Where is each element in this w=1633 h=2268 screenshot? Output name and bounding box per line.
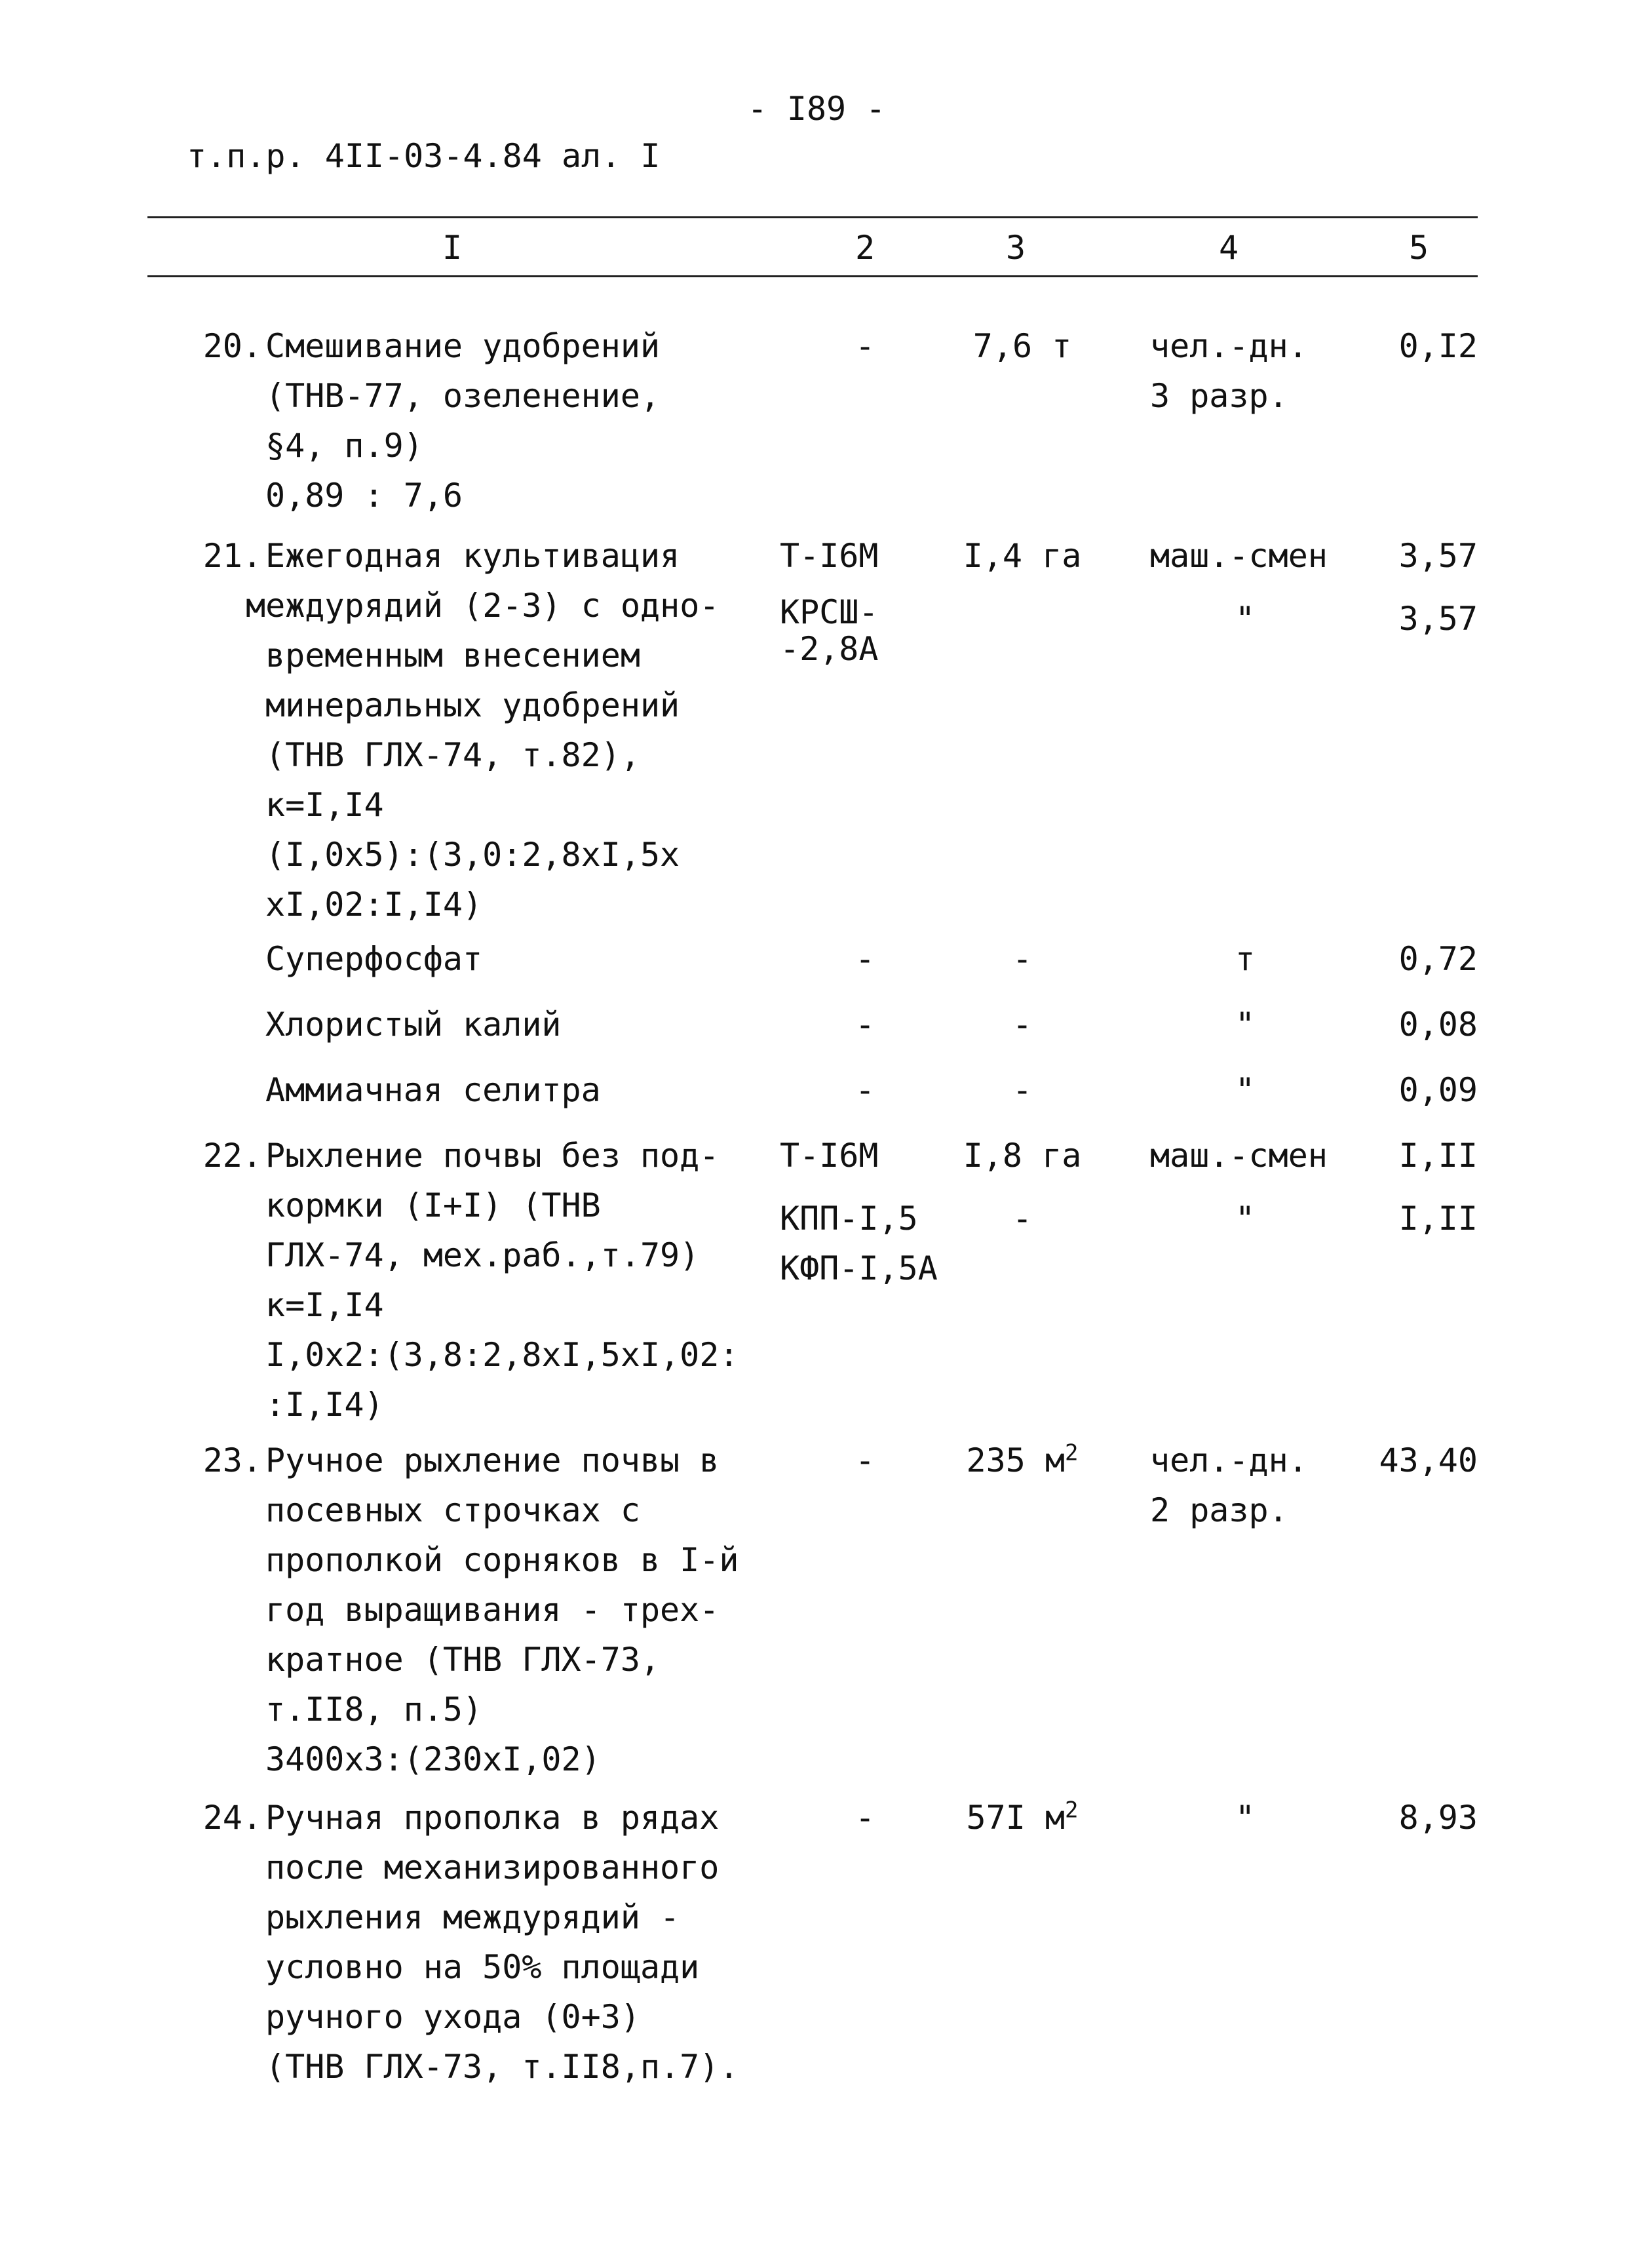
document-reference: т.п.р. 4II-03-4.84 ал. I [187,137,661,175]
machine-line: -2,8А [780,630,879,668]
unit-cell [1150,1436,1360,1535]
row-description [265,1131,763,1430]
row-number: 24. [202,1799,262,1837]
unit-line: маш.-смен [1150,537,1328,575]
description-line: (ТНВ ГЛХ-73, т.II8,п.7). [265,2048,739,2086]
description-line: (ТНВ ГЛХ-74, т.82), [265,736,640,774]
description-line: (I,0x5):(3,0:2,8xI,5x [265,836,680,874]
value-line: 3,57 [1398,600,1478,638]
machine-cell: - [855,1006,875,1044]
machine-cell: - [855,940,875,978]
volume-line: - [1012,1200,1033,1238]
volume-cell: 7,6 т [972,327,1072,365]
description-line: минеральных удобрений [265,686,680,724]
volume-cell [921,1436,1124,1485]
machine-line: Т-I6М [780,1137,879,1175]
value-cell [1363,531,1478,644]
unit-line: маш.-смен [1150,1137,1328,1175]
row-number: 22. [202,1137,262,1175]
machine-line: КПП-I,5 [780,1200,918,1238]
value-cell: 8,93 [1398,1799,1478,1837]
ditto-mark: " [1235,1799,1256,1837]
column-header-4: 4 [1218,229,1239,267]
description-line: условно на 50% площади [265,1948,700,1986]
description-line: §4, п.9) [265,427,423,465]
description-line: :I,I4) [265,1386,384,1424]
description-line: после механизированного [265,1848,720,1887]
row-description [246,531,763,929]
value-line: I,II [1398,1200,1478,1238]
description-line: Ежегодная культивация [265,537,680,575]
description-line: ручного ухода (0+3) [265,1998,640,2036]
description-line: 3400x3:(230xI,02) [265,1740,601,1778]
value-cell [1363,1131,1478,1243]
unit-cell: " [1235,1071,1256,1109]
description-line: т.II8, п.5) [265,1691,483,1729]
machine-cell: - [855,1441,875,1479]
column-header-1: I [442,229,463,267]
machine-cell: - [855,1071,875,1109]
description-line: к=I,I4 [265,1286,384,1324]
page-number: - I89 - [747,90,886,128]
row-description [265,321,763,520]
unit-cell [1150,321,1360,421]
description-line: ГЛХ-74, мех.раб.,т.79) [265,1236,700,1274]
machine-cell: - [855,1799,875,1837]
description-line: Ручная прополка в рядах [265,1799,720,1837]
description-line: 0,89 : 7,6 [265,477,463,515]
volume-cell: - [1012,940,1033,978]
description-line: рыхления междурядий - [265,1898,680,1936]
value-cell: 0,72 [1398,940,1478,978]
unit-line: чел.-дн. [1150,327,1308,365]
volume-cell: - [1012,1071,1033,1109]
column-header-2: 2 [855,229,875,267]
fertilizer-name: Хлористый калий [265,1006,562,1044]
unit-cell: т [1235,940,1256,978]
column-header-3: 3 [1005,229,1026,267]
superscript: 2 [1065,1439,1079,1466]
fertilizer-name: Аммиачная селитра [265,1071,601,1109]
machine-line: Т-I6М [780,537,879,575]
volume-value: 235 м [966,1441,1066,1479]
volume-value: 57I м [966,1799,1066,1837]
machine-cell [780,1131,944,1293]
description-line: временным внесением [265,636,640,675]
volume-cell [921,1131,1124,1243]
row-description [265,1436,763,1784]
row-number: 20. [202,327,262,365]
description-line: (ТНВ-77, озеленение, [265,377,661,415]
description-line: Ручное рыхление почвы в [265,1441,720,1479]
ditto-mark: " [1235,1200,1256,1238]
description-line: I,0x2:(3,8:2,8xI,5xI,02: [265,1336,739,1374]
table-header-rule [147,275,1478,277]
value-cell: 0,08 [1398,1006,1478,1044]
value-line: 3,57 [1398,537,1478,575]
fertilizer-name: Суперфосфат [265,940,483,978]
row-number: 23. [202,1441,262,1479]
unit-cell [1150,1131,1360,1243]
value-cell: 0,09 [1398,1071,1478,1109]
description-line: xI,02:I,I4) [265,886,483,924]
unit-cell: " [1235,1006,1256,1044]
description-line: к=I,I4 [265,786,384,824]
value-line: I,II [1398,1137,1478,1175]
ditto-mark: " [1235,600,1256,638]
value-cell: 43,40 [1379,1441,1478,1479]
machine-cell [780,531,944,667]
description-line: посевных строчках с [265,1491,640,1529]
description-line: кратное (ТНВ ГЛХ-73, [265,1641,661,1679]
dash: - [855,327,875,365]
volume-cell: I,4 га [963,537,1082,575]
value-cell: 0,I2 [1398,327,1478,365]
row-description [265,1793,763,2092]
description-line: кормки (I+I) (ТНВ [265,1186,601,1224]
description-line: Рыхление почвы без под- [265,1137,720,1175]
superscript: 2 [1065,1797,1079,1824]
volume-line: I,8 га [963,1137,1082,1175]
table-top-rule [147,216,1478,218]
volume-cell [921,1793,1124,1843]
unit-cell [1150,531,1360,644]
description-line: прополкой сорняков в I-й [265,1541,739,1579]
unit-line: 3 разр. [1150,377,1288,415]
machine-line: КФП-I,5А [780,1249,938,1287]
machine-line: КРСШ- [780,593,879,631]
column-header-5: 5 [1408,229,1429,267]
description-line: междурядий (2-3) с одно- [246,587,720,625]
volume-cell: - [1012,1006,1033,1044]
unit-line: чел.-дн. [1150,1441,1308,1479]
unit-line: 2 разр. [1150,1491,1288,1529]
description-line: год выращивания - трех- [265,1591,720,1629]
row-number: 21. [202,537,262,575]
description-line: Смешивание удобрений [265,327,661,365]
